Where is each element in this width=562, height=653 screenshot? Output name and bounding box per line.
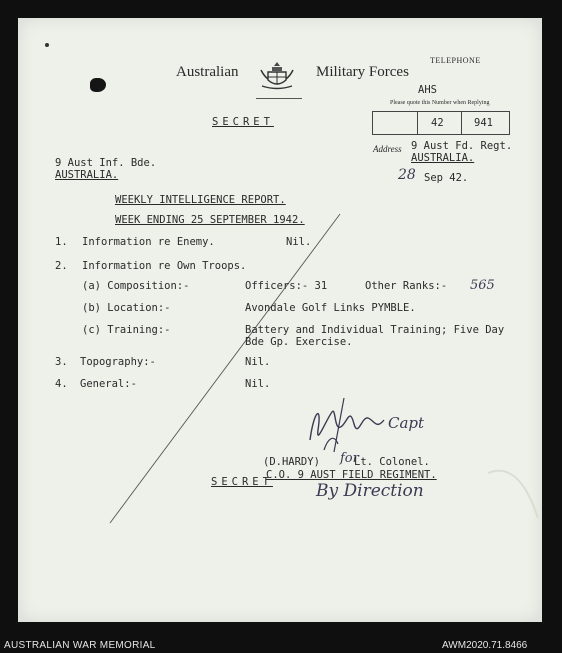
accession-number: AWM2020.71.8466 <box>442 640 528 651</box>
location-value: Avondale Golf Links PYMBLE. <box>245 302 416 314</box>
typed-date: Sep 42. <box>424 172 469 184</box>
composition-label: (a) Composition:- <box>82 280 190 292</box>
letterhead-military-forces: Military Forces <box>316 64 409 80</box>
report-week-ending: WEEK ENDING 25 SEPTEMBER 1942. <box>115 214 305 226</box>
telephone-value: AHS <box>418 84 437 96</box>
handwritten-date-day: 28 <box>398 167 416 183</box>
paper-mark <box>45 43 49 47</box>
sender-address-line-2: AUSTRALIA. <box>411 152 475 164</box>
signatory-command: C.O. 9 AUST FIELD REGIMENT. <box>266 469 437 481</box>
item-3-value: Nil. <box>245 356 271 368</box>
signatory-name: (D.HARDY) <box>263 456 320 468</box>
reference-cell-2 <box>461 112 510 134</box>
pencil-slash-mark <box>18 18 542 622</box>
composition-other-ranks-value: 565 <box>470 278 495 293</box>
signature-scrawl-text: Capt <box>388 414 425 432</box>
item-1-value: Nil. <box>286 236 312 248</box>
training-label: (c) Training:- <box>82 324 171 336</box>
training-value-line-2: Bde Gp. Exercise. <box>245 336 353 348</box>
item-3-number: 3. <box>55 356 68 368</box>
item-3-label: Topography:- <box>80 356 156 368</box>
training-value-line-1: Battery and Individual Training; Five Day <box>245 324 505 336</box>
item-2-label: Information re Own Troops. <box>82 260 247 272</box>
composition-officers: Officers:- 31 <box>245 280 328 292</box>
letterhead-rule <box>256 98 302 99</box>
sender-address-line-1: 9 Aust Fd. Regt. <box>411 140 513 152</box>
item-2-number: 2. <box>55 260 68 272</box>
address-label: Address <box>373 144 402 154</box>
reference-number-2: 941 <box>474 117 493 129</box>
recipient-line-1: 9 Aust Inf. Bde. <box>55 157 157 169</box>
reference-number-1: 42 <box>431 117 444 129</box>
item-1-label: Information re Enemy. <box>82 236 215 248</box>
by-direction-handwritten: By Direction <box>316 481 424 501</box>
signatory-per-mark: for <box>340 451 359 466</box>
document-page <box>18 18 542 622</box>
reference-cell-1 <box>417 112 462 134</box>
report-title: WEEKLY INTELLIGENCE REPORT. <box>115 194 286 206</box>
security-classification-bottom: SECRET <box>211 476 273 488</box>
quote-number-note: Please quote this Number when Replying <box>390 100 490 106</box>
recipient-line-2: AUSTRALIA. <box>55 169 119 181</box>
handwritten-signature <box>304 390 434 458</box>
security-classification-top: SECRET <box>212 116 274 128</box>
telephone-label: TELEPHONE <box>430 56 481 65</box>
archive-caption: AUSTRALIAN WAR MEMORIAL <box>4 640 156 651</box>
location-label: (b) Location:- <box>82 302 171 314</box>
item-4-number: 4. <box>55 378 68 390</box>
signatory-rank: Lt. Colonel. <box>354 456 430 468</box>
item-4-value: Nil. <box>245 378 271 390</box>
letterhead-australian: Australian <box>176 64 239 80</box>
reference-number-box <box>372 111 510 135</box>
composition-other-ranks-label: Other Ranks:- <box>365 280 448 292</box>
item-1-number: 1. <box>55 236 68 248</box>
item-4-label: General:- <box>80 378 137 390</box>
coat-of-arms-icon <box>258 60 296 94</box>
